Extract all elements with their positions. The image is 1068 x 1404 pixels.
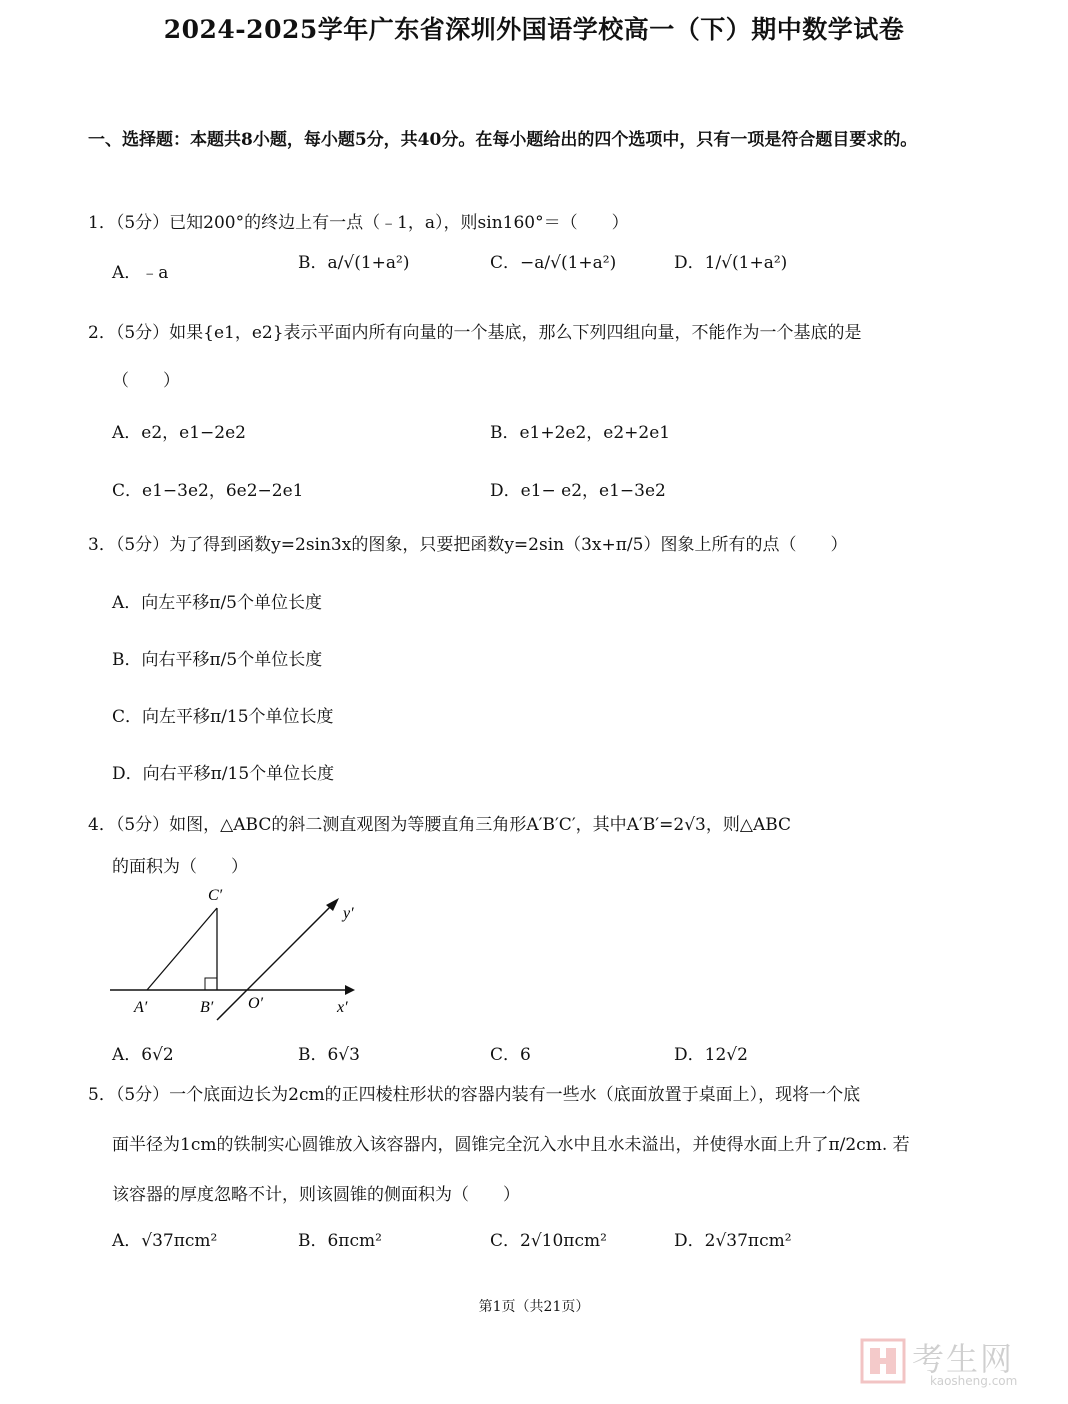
question-text: 如图，△ABC的斜二测直观图为等腰直角三角形A′B′C′，其中A′B′=2√3，则△ABC: [169, 815, 792, 835]
question-1-stem: [88, 208, 629, 233]
q5-option-b: B．6πcm²: [298, 1231, 382, 1251]
question-4-stem: [88, 810, 791, 835]
q1-option-c: C．−a/√(1+a²): [490, 253, 617, 273]
q4-option-c: C．6: [490, 1045, 531, 1065]
q1-option-d: D．1/√(1+a²): [674, 253, 788, 273]
q2-option-a: A．e2，e1−2e2: [112, 423, 246, 443]
label-a: A′: [134, 999, 148, 1016]
logo-icon: [860, 1338, 906, 1384]
q4-option-d: D．12√2: [674, 1045, 748, 1065]
q3-option-c: C．向左平移π/15个单位长度: [112, 707, 334, 727]
oblique-projection-figure: [105, 880, 375, 1030]
question-5-line-2: 面半径为1cm的铁制实心圆锥放入该容器内，圆锥完全沉入水中且水未溢出，并使得水面上升了π/2cm. 若: [112, 1135, 910, 1155]
question-score: （5分）: [115, 535, 170, 555]
question-3-stem: [88, 530, 847, 555]
label-y: y′: [343, 905, 354, 922]
question-text: 如果{e1，e2}表示平面内所有向量的一个基底，那么下列四组向量，不能作为一个基底的是: [169, 323, 862, 343]
q5-option-c: C．2√10πcm²: [490, 1231, 607, 1251]
question-text: 为了得到函数y=2sin3x的图象，只要把函数y=2sin（3x+π/5）图象上所有的点（ ）: [169, 535, 848, 555]
label-c: C′: [208, 887, 223, 904]
section-header: 一、选择题：本题共8小题，每小题5分，共40分。在每小题给出的四个选项中，只有一项是符合题目要求的。: [88, 130, 918, 150]
answer-paren: （ ）: [112, 371, 180, 391]
q1-option-b: B．a/√(1+a²): [298, 253, 410, 273]
q5-option-d: D．2√37πcm²: [674, 1231, 792, 1251]
q2-option-d: D．e1− e2，e1−3e2: [490, 481, 666, 501]
question-text: 已知200°的终边上有一点（﹣1，a），则sin160°＝（ ）: [169, 213, 629, 233]
page-footer: 第1页（共21页）: [478, 1299, 590, 1315]
question-score: （5分）: [115, 323, 170, 343]
question-text: 一个底面边长为2cm的正四棱柱形状的容器内装有一些水（底面放置于桌面上），现将一个底: [169, 1085, 861, 1105]
label-o: O′: [248, 995, 264, 1012]
right-angle-mark: [205, 978, 217, 990]
logo-text-en: kaosheng.com: [930, 1374, 1018, 1388]
label-b: B′: [200, 999, 214, 1016]
question-4-stem-cont: 的面积为（ ）: [112, 857, 248, 877]
page-title: 2024-2025学年广东省深圳外国语学校高一（下）期中数学试卷: [163, 15, 905, 44]
label-x: x′: [337, 999, 348, 1016]
q2-option-c: C．e1−3e2，6e2−2e1: [112, 481, 304, 501]
question-score: （5分）: [115, 1085, 170, 1105]
q3-option-b: B．向右平移π/5个单位长度: [112, 650, 323, 670]
question-number: 5．: [88, 1085, 116, 1105]
q4-option-a: A．6√2: [112, 1045, 174, 1065]
q1-option-a: A．﹣a: [112, 263, 169, 283]
question-5-stem: [88, 1080, 860, 1105]
question-number: 1．: [88, 213, 116, 233]
logo-text-cn: 考生网: [912, 1340, 1015, 1378]
question-number: 4．: [88, 815, 116, 835]
y-axis: [217, 904, 333, 1020]
question-score: （5分）: [115, 815, 170, 835]
q3-option-a: A．向左平移π/5个单位长度: [112, 593, 322, 613]
x-axis-arrow: [345, 985, 355, 995]
q4-option-b: B．6√3: [298, 1045, 360, 1065]
watermark-logo: [860, 1334, 1050, 1390]
question-number: 2．: [88, 323, 116, 343]
q3-option-d: D．向右平移π/15个单位长度: [112, 764, 335, 784]
question-score: （5分）: [115, 213, 170, 233]
q5-option-a: A．√37πcm²: [112, 1231, 218, 1251]
question-number: 3．: [88, 535, 116, 555]
question-2-stem: [88, 318, 862, 343]
question-5-line-3: 该容器的厚度忽略不计，则该圆锥的侧面积为（ ）: [112, 1185, 520, 1205]
q2-option-b: B．e1+2e2，e2+2e1: [490, 423, 671, 443]
